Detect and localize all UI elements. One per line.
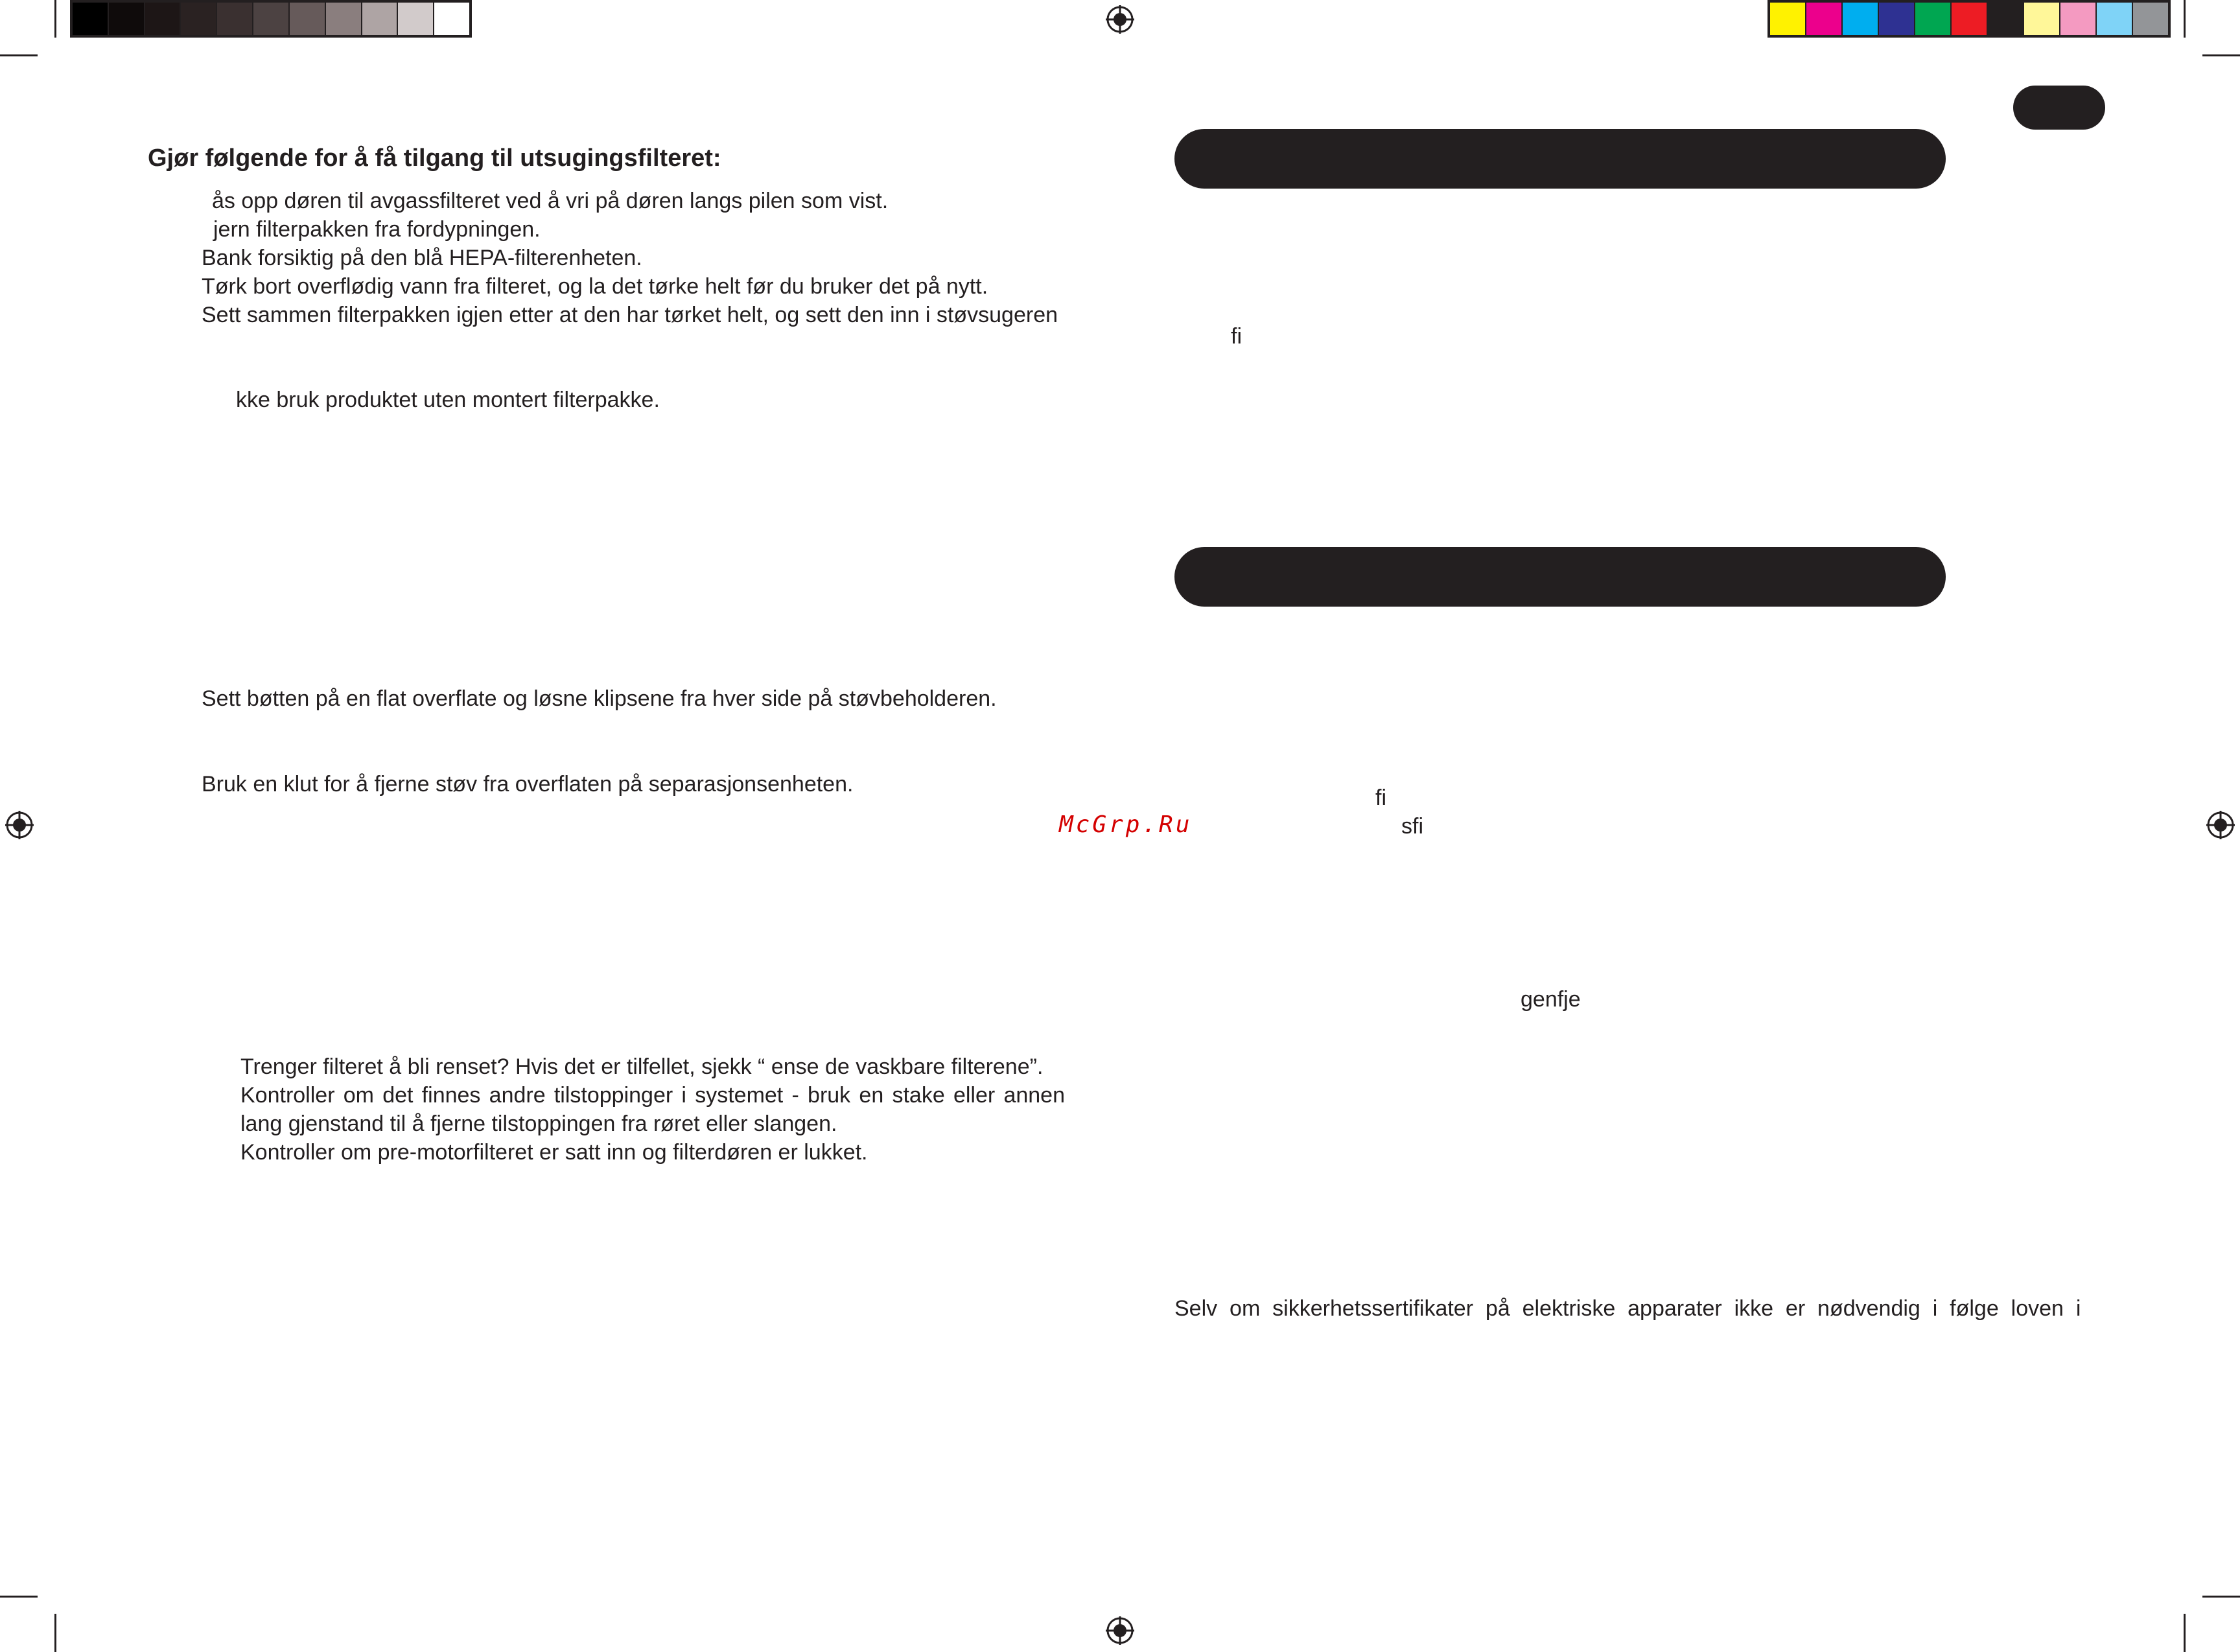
gray-swatch [73, 3, 109, 35]
crop-mark-bottom-right-v [2184, 1614, 2186, 1652]
registration-mark-icon [1106, 1616, 1134, 1645]
gray-swatch [434, 3, 469, 35]
color-swatch [1988, 3, 2024, 35]
crop-mark-bottom-left-h [0, 1596, 38, 1598]
warning-text: kke bruk produktet uten montert filterpakke. [236, 388, 660, 412]
crop-mark-top-left-v [54, 0, 56, 38]
color-swatch [2133, 3, 2168, 35]
step-item: ås opp døren til avgassfilteret ved å vri på døren langs pilen som vist. [212, 189, 889, 213]
step-item: Bank forsiktig på den blå HEPA-filterenheten. [202, 246, 642, 270]
registration-mark-icon [2206, 811, 2235, 839]
troubleshoot-item: lang gjenstand til å fjerne tilstoppingen fra røret eller slangen. [240, 1111, 837, 1136]
crop-mark-bottom-right-h [2202, 1596, 2240, 1598]
text-fragment: fi [1375, 785, 1386, 810]
color-swatch [2024, 3, 2060, 35]
color-swatch [1915, 3, 1952, 35]
registration-mark-icon [1106, 5, 1134, 34]
color-swatch [1770, 3, 1806, 35]
crop-mark-top-right-v [2184, 0, 2186, 38]
gray-swatch [253, 3, 290, 35]
cmyk-color-bar [1768, 0, 2171, 38]
troubleshoot-item: Trenger filteret å bli renset? Hvis det er tilfellet, sjekk “ ense de vaskbare filterene”. [240, 1054, 1044, 1079]
gray-swatch [109, 3, 145, 35]
step-item: Sett sammen filterpakken igjen etter at den har tørket helt, og sett den inn i støvsugeren [202, 303, 1058, 327]
crop-mark-top-right-h [2202, 54, 2240, 56]
text-fragment: sfi [1401, 814, 1423, 839]
gray-swatch [398, 3, 434, 35]
registration-mark-icon [5, 811, 34, 839]
section-header-bar [1174, 547, 1946, 607]
safety-text: Selv om sikkerhetssertifikater på elektriske apparater ikke er nødvendig i følge loven i [1174, 1296, 2081, 1321]
gray-swatch [326, 3, 362, 35]
page-number-pill [2013, 86, 2105, 130]
grayscale-color-bar [70, 0, 472, 38]
color-swatch [1806, 3, 1843, 35]
gray-swatch [145, 3, 181, 35]
color-swatch [1952, 3, 1988, 35]
gray-swatch [290, 3, 326, 35]
troubleshoot-item: Kontroller om pre-motorfilteret er satt inn og filterdøren er lukket. [240, 1140, 868, 1165]
section-heading: Gjør følgende for å få tilgang til utsugingsfilteret: [148, 145, 721, 172]
troubleshoot-item: Kontroller om det finnes andre tilstoppinger i systemet - bruk en stake eller annen [240, 1083, 1065, 1108]
color-swatch [2060, 3, 2097, 35]
color-swatch [2097, 3, 2133, 35]
crop-mark-top-left-h [0, 54, 38, 56]
text-fragment: genfje [1521, 987, 1581, 1012]
step-item: Tørk bort overflødig vann fra filteret, og la det tørke helt før du bruker det på nytt. [202, 274, 988, 299]
section-header-bar [1174, 129, 1946, 189]
crop-mark-bottom-left-v [54, 1614, 56, 1652]
bin-step-text: Bruk en klut for å fjerne støv fra overflaten på separasjonsenheten. [202, 772, 854, 797]
gray-swatch [181, 3, 217, 35]
gray-swatch [362, 3, 399, 35]
watermark-text: McGrp.Ru [1059, 811, 1193, 838]
gray-swatch [217, 3, 253, 35]
text-fragment: fi [1231, 324, 1242, 349]
bin-step-text: Sett bøtten på en flat overflate og løsne klipsene fra hver side på støvbeholderen. [202, 686, 997, 711]
step-item: jern filterpakken fra fordypningen. [213, 217, 541, 242]
color-swatch [1879, 3, 1915, 35]
color-swatch [1843, 3, 1879, 35]
